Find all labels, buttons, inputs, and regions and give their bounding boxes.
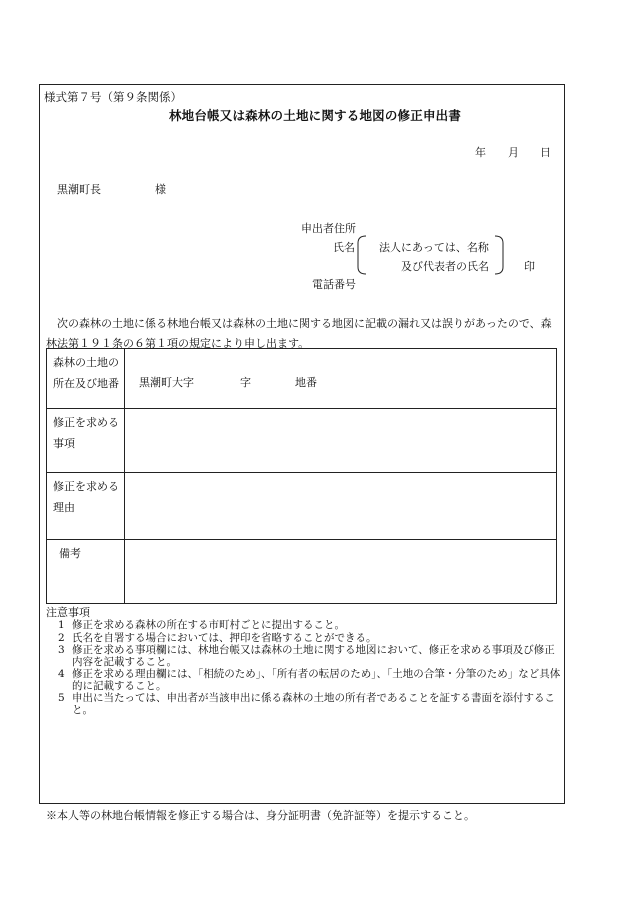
- date-year: 年: [475, 146, 486, 159]
- right-bracket-icon: [494, 235, 504, 275]
- remarks-label: [47, 540, 125, 604]
- note-item: [58, 693, 562, 716]
- addressee-name: 黒潮町長: [57, 183, 101, 196]
- reason-label-line1: 修正を求める: [53, 480, 119, 493]
- note-text: 修正を求める事項欄には、林地台帳又は森林の土地に関する地図において、修正を求める事項及び修正内容を記載すること。: [72, 644, 555, 668]
- matter-label: [47, 409, 125, 473]
- location-label-line1: 森林の土地の: [53, 356, 119, 369]
- form-id: 様式第７号（第９条関係）: [44, 90, 182, 104]
- corp-note-line1: 法人にあっては、名称: [379, 241, 489, 254]
- note-number: 4: [58, 668, 65, 680]
- note-item: [58, 669, 562, 692]
- table-row-reason: [47, 473, 557, 540]
- table-row-remarks: [47, 540, 557, 604]
- left-bracket-icon: [357, 235, 367, 275]
- page-title: 林地台帳又は森林の土地に関する地図の修正申出書: [168, 108, 462, 123]
- location-chiban: 地番: [295, 376, 317, 389]
- location-label-line2: 所在及び地番: [53, 377, 119, 390]
- note-number: 2: [58, 631, 65, 644]
- date-day: 日: [540, 146, 551, 159]
- footnote: ※本人等の林地台帳情報を修正する場合は、身分証明書（免許証等）を提示すること。: [46, 809, 475, 822]
- matter-value-cell[interactable]: [125, 409, 557, 473]
- note-item: [58, 633, 562, 645]
- remarks-label-text: 備考: [59, 547, 81, 560]
- note-item: [58, 620, 562, 632]
- application-table: [46, 348, 557, 604]
- applicant-name-label: 氏名: [333, 241, 355, 254]
- corp-note-line2: 及び代表者の氏名: [401, 260, 489, 273]
- note-text: 修正を求める理由欄には、「相続のため」、「所有者の転居のため」、「土地の合筆・分筆のため」など具体的に記載すること。: [72, 668, 561, 692]
- seal-mark: 印: [524, 260, 535, 273]
- matter-label-line1: 修正を求める: [53, 416, 119, 429]
- note-number: 5: [58, 692, 65, 704]
- location-town: 黒潮町大字: [139, 376, 194, 389]
- table-row-matter: [47, 409, 557, 473]
- applicant-phone-label: 電話番号: [312, 278, 356, 291]
- note-text: 修正を求める森林の所在する市町村ごとに提出すること。: [72, 619, 345, 631]
- location-aza: 字: [240, 376, 251, 389]
- date-month: 月: [508, 146, 519, 159]
- notes-list: [58, 620, 562, 717]
- note-item: [58, 645, 562, 668]
- note-number: 3: [58, 644, 65, 656]
- table-row-location: [47, 349, 557, 409]
- note-text: 氏名を自署する場合においては、押印を省略することができる。: [72, 631, 377, 644]
- reason-label: [47, 473, 125, 540]
- notes-heading: 注意事項: [46, 606, 90, 619]
- note-text: 申出に当たっては、申出者が当該申出に係る森林の土地の所有者であることを証する書面を添付すること。: [72, 692, 555, 716]
- note-number: 1: [58, 619, 65, 631]
- reason-label-line2: 理由: [53, 501, 75, 514]
- location-value-cell[interactable]: [125, 349, 557, 409]
- remarks-value-cell[interactable]: [125, 540, 557, 604]
- applicant-address-label: 申出者住所: [301, 222, 356, 235]
- addressee-honorific: 様: [155, 183, 166, 196]
- reason-value-cell[interactable]: [125, 473, 557, 540]
- body-text: 次の森林の土地に係る林地台帳又は森林の土地に関する地図に記載の漏れ又は誤りがあったので、森林法第１９１条の６第１項の規定により申し出ます。: [46, 317, 552, 350]
- location-label: [47, 349, 125, 409]
- matter-label-line2: 事項: [53, 437, 75, 450]
